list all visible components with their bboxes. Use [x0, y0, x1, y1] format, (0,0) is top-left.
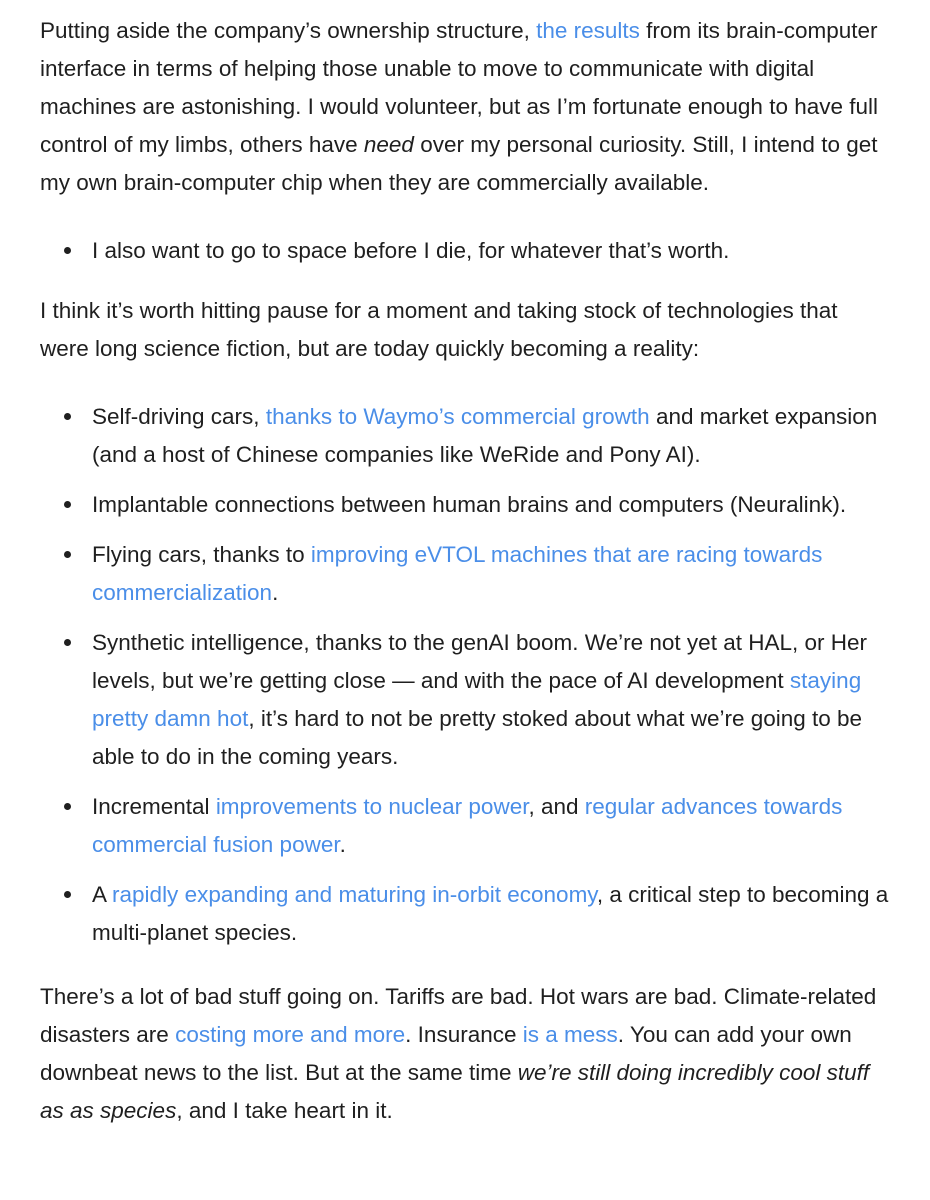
emphasis-cool-stuff: we’re still doing incredibly cool stuff as as species: [40, 1060, 870, 1123]
paragraph-text: , and I take heart in it.: [176, 1098, 393, 1123]
paragraph-text: over my personal curiosity. Still, I intend to get my own brain-computer chip when they are commercially available.: [40, 132, 878, 195]
list-item-text: A: [92, 882, 113, 907]
list-item-nuclear: [40, 788, 890, 864]
link-is-a-mess[interactable]: is a mess: [522, 1022, 618, 1047]
list-item-text: , and: [528, 794, 585, 819]
link-the-results[interactable]: the results: [536, 18, 640, 43]
link-in-orbit-economy[interactable]: rapidly expanding and maturing in-orbit economy: [112, 882, 597, 907]
link-evtol[interactable]: improving eVTOL machines that are racing towards commercialization: [92, 542, 823, 605]
list-item-text: , a critical step to becoming a multi-planet species.: [92, 882, 889, 945]
link-nuclear-power[interactable]: improvements to nuclear power: [215, 794, 529, 819]
paragraph-text: . You can add your own downbeat news to the list. But at the same time: [40, 1022, 852, 1085]
paragraph-bad-stuff: [40, 978, 890, 1130]
list-item-synthetic-intelligence: [40, 624, 890, 776]
paragraph-text: I think it’s worth hitting pause for a moment and taking stock of technologies that were long science fiction, but are today quickly becoming a reality:: [40, 298, 838, 361]
bullet-icon: [64, 501, 71, 508]
bullet-list-space: [40, 232, 890, 270]
list-item-text: and market expansion (and a host of Chinese companies like WeRide and Pony AI).: [92, 404, 878, 467]
bullet-icon: [64, 639, 71, 646]
list-item-orbit-economy: [40, 876, 890, 952]
bullet-icon: [64, 803, 71, 810]
bullet-icon: [64, 247, 71, 254]
list-item-text: Incremental: [92, 794, 216, 819]
link-pretty-damn-hot[interactable]: staying pretty damn hot: [92, 668, 862, 731]
list-item-text: Synthetic intelligence, thanks to the genAI boom. We’re not yet at HAL, or Her levels, but we’re getting close — and with the pace of AI development: [92, 630, 867, 693]
list-item-self-driving: [40, 398, 890, 474]
list-item-text: .: [272, 580, 279, 605]
list-item-text: .: [339, 832, 346, 857]
link-costing-more[interactable]: costing more and more: [175, 1022, 406, 1047]
emphasis-need: need: [363, 132, 414, 157]
list-item-text: , it’s hard to not be pretty stoked about what we’re going to be able to do in the coming years.: [92, 706, 863, 769]
paragraph-text: from its brain-computer interface in terms of helping those unable to move to communicate with digital machines are astonishing. I would volunteer, but as I’m fortunate enough to have full control of my limbs, others have: [40, 18, 879, 157]
list-item-text: I also want to go to space before I die, for whatever that’s worth.: [92, 238, 730, 263]
list-item-flying-cars: [40, 536, 890, 612]
paragraph-brain-computer: [40, 12, 890, 202]
list-item-text: Flying cars, thanks to: [92, 542, 311, 567]
paragraph-text: . Insurance: [405, 1022, 523, 1047]
bullet-list-technologies: [40, 398, 890, 952]
link-fusion-power[interactable]: regular advances towards commercial fusion power: [92, 794, 843, 857]
paragraph-taking-stock: [40, 292, 890, 368]
link-waymo-growth[interactable]: thanks to Waymo’s commercial growth: [265, 404, 650, 429]
bullet-icon: [64, 413, 71, 420]
paragraph-text: There’s a lot of bad stuff going on. Tariffs are bad. Hot wars are bad. Climate-related disasters are: [40, 984, 877, 1047]
paragraph-text: Putting aside the company’s ownership structure,: [40, 18, 537, 43]
list-item-text: Self-driving cars,: [92, 404, 266, 429]
bullet-icon: [64, 891, 71, 898]
list-item: [40, 232, 890, 270]
bullet-icon: [64, 551, 71, 558]
list-item-text: Implantable connections between human brains and computers (Neuralink).: [92, 492, 847, 517]
list-item-neuralink: [40, 486, 890, 524]
